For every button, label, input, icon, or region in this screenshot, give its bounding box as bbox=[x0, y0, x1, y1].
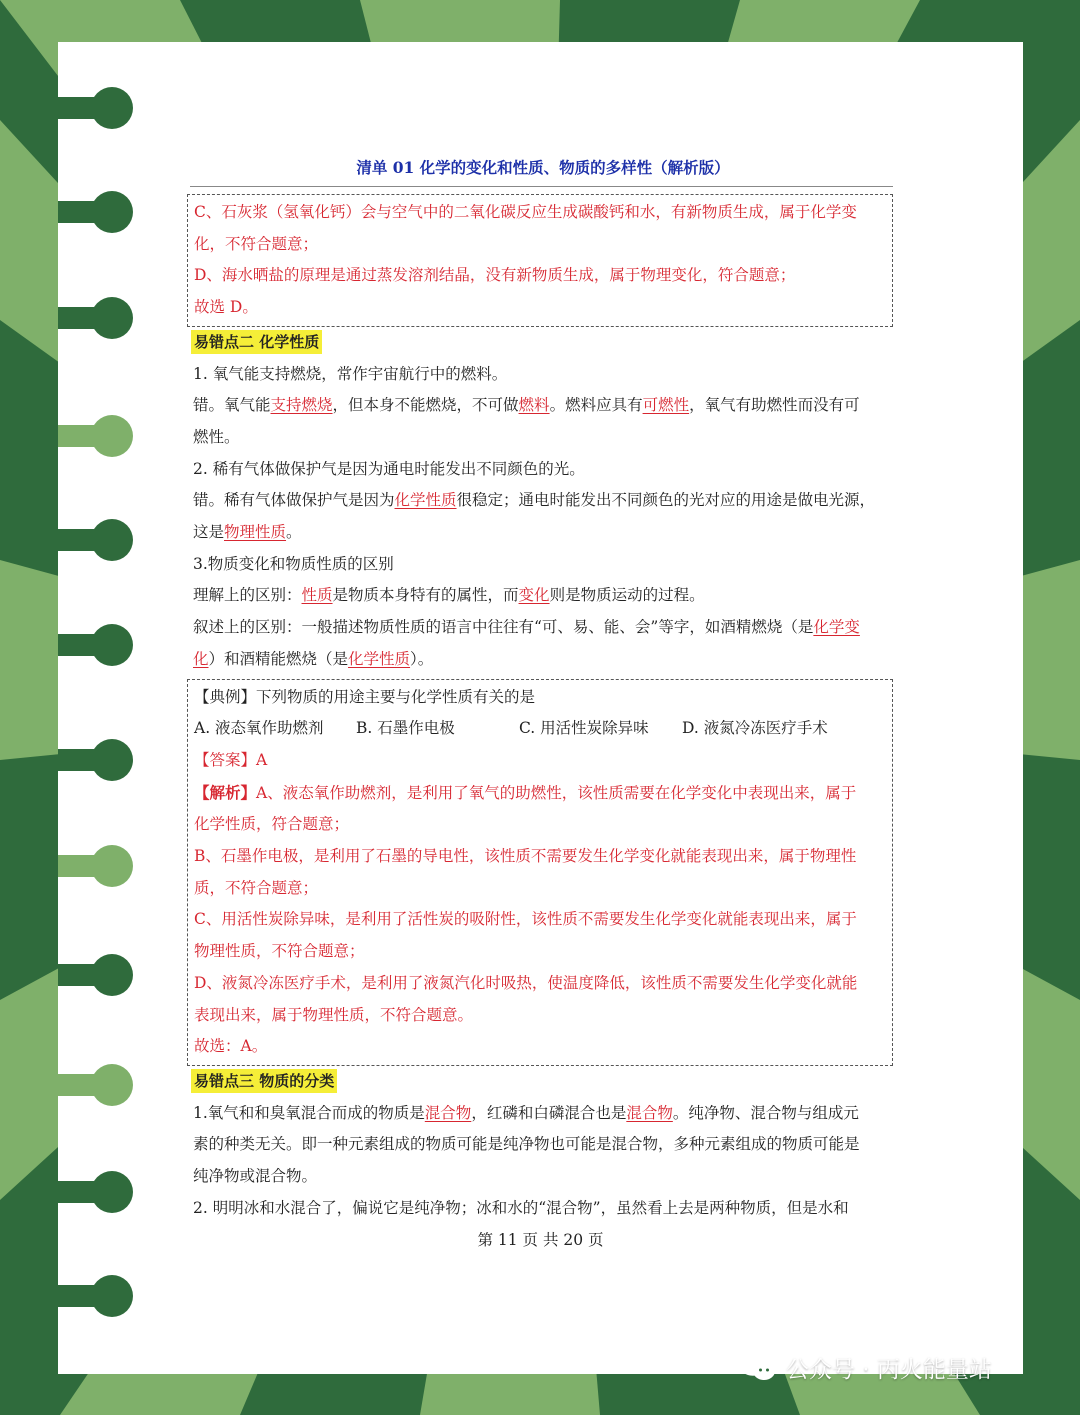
text: 。燃料应具有 bbox=[549, 396, 643, 415]
text: ，红磷和白磷混合也是 bbox=[471, 1103, 627, 1122]
misconception-2: 2. 稀有气体做保护气是因为通电时能发出不同颜色的光。 bbox=[193, 459, 585, 478]
analysis-line: C、用活性炭除异味，是利用了活性炭的吸附性，该性质不需要发生化学变化就能表现出来，属于 bbox=[194, 910, 857, 929]
text: 错。稀有气体做保护气是因为 bbox=[193, 491, 395, 510]
text: 理解上的区别： bbox=[193, 586, 302, 605]
analysis-line: 故选：A。 bbox=[194, 1037, 268, 1056]
explanation-4 bbox=[193, 612, 893, 644]
option-c: C. 用活性炭除异味 bbox=[519, 719, 649, 738]
text: 是物质本身特有的属性，而 bbox=[332, 586, 519, 605]
keyword: 变化 bbox=[518, 586, 550, 605]
analysis-label: 【解析】 bbox=[194, 782, 257, 802]
option-a: A. 液态氧作助燃剂 bbox=[194, 719, 324, 738]
answer-label: 【答案】 bbox=[194, 750, 257, 769]
keyword: 化学变 bbox=[813, 618, 860, 637]
example-stem: 【典例】下列物质的用途主要与化学性质有关的是 bbox=[194, 687, 536, 706]
explanation-1-cont: 燃性。 bbox=[193, 427, 240, 446]
text: 1.氧气和和臭氧混合而成的物质是 bbox=[193, 1103, 425, 1122]
analysis-line: B、石墨作电极，是利用了石墨的导电性，该性质不需要发生化学变化就能表现出来，属于物理性 bbox=[194, 847, 857, 866]
keyword: 化学性质 bbox=[394, 491, 457, 510]
analysis-line: 质，不符合题意； bbox=[194, 878, 319, 897]
misconception-1: 1. 氧气能支持燃烧，常作宇宙航行中的燃料。 bbox=[193, 364, 508, 383]
analysis-line: 化学性质，符合题意； bbox=[194, 815, 350, 834]
text: ）。 bbox=[410, 649, 434, 668]
text: 这是 bbox=[193, 523, 225, 542]
analysis-line: 化，不符合题意； bbox=[194, 234, 319, 253]
keyword: 化 bbox=[193, 649, 209, 668]
analysis-line: D、海水晒盐的原理是通过蒸发溶剂结晶，没有新物质生成，属于物理变化，符合题意； bbox=[194, 266, 796, 285]
document-body bbox=[193, 194, 893, 1225]
example-analysis bbox=[194, 777, 886, 810]
section-heading-chemical-properties: 易错点二 化学性质 bbox=[191, 330, 322, 354]
section-heading-classification: 易错点三 物质的分类 bbox=[191, 1069, 337, 1093]
keyword: 化学性质 bbox=[348, 649, 411, 668]
text: 错。氧气能 bbox=[193, 396, 271, 415]
explanation-2 bbox=[193, 485, 893, 517]
keyword: 性质 bbox=[301, 586, 333, 605]
wechat-watermark bbox=[738, 1348, 992, 1386]
explanation-5-end: 纯净物或混合物。 bbox=[193, 1167, 318, 1186]
explanation-1 bbox=[193, 390, 893, 422]
misconception-6: 2. 明明冰和水混合了，偏说它是纯净物；冰和水的“混合物”，虽然看上去是两种物质，但是水和 bbox=[193, 1198, 849, 1217]
page-number: 第 11 页 共 20 页 bbox=[477, 1231, 604, 1249]
explanation-4-cont bbox=[193, 644, 893, 676]
analysis-line: 表现出来，属于物理性质，不符合题意。 bbox=[194, 1005, 474, 1024]
keyword: 混合物 bbox=[424, 1103, 472, 1122]
example-options bbox=[194, 713, 886, 745]
explanation-5 bbox=[193, 1098, 893, 1130]
example-box bbox=[187, 679, 893, 1066]
page-title: 清单 01 化学的变化和性质、物质的多样性（解析版） bbox=[356, 158, 730, 177]
title-divider bbox=[190, 186, 893, 187]
topic-3: 3.物质变化和物质性质的区别 bbox=[193, 554, 394, 573]
analysis-box-continued bbox=[187, 194, 893, 327]
text: ）和酒精能燃烧（是 bbox=[208, 649, 349, 668]
analysis-line: 故选 D。 bbox=[194, 298, 258, 317]
text: 。纯净物、混合物与组成元 bbox=[672, 1103, 859, 1122]
analysis-line: D、液氮冷冻医疗手术，是利用了液氮汽化时吸热，使温度降低，该性质不需要发生化学变化就能 bbox=[194, 973, 858, 992]
analysis-line: A、液态氧作助燃剂，是利用了氧气的助燃性，该性质需要在化学变化中表现出来，属于 bbox=[256, 783, 857, 802]
text: 则是物质运动的过程。 bbox=[549, 586, 705, 605]
analysis-line: C、石灰浆（氢氧化钙）会与空气中的二氧化碳反应生成碳酸钙和水，有新物质生成，属于化学变 bbox=[194, 203, 857, 221]
text: ，氧气有助燃性而没有可 bbox=[689, 396, 860, 415]
answer-value: A bbox=[256, 750, 268, 769]
wechat-icon bbox=[738, 1351, 778, 1383]
example-answer bbox=[194, 745, 886, 777]
keyword: 混合物 bbox=[626, 1103, 673, 1122]
keyword: 可燃性 bbox=[642, 396, 690, 415]
keyword: 支持燃烧 bbox=[270, 396, 333, 415]
keyword: 物理性质 bbox=[224, 523, 287, 542]
option-b: B. 石墨作电极 bbox=[356, 719, 455, 738]
watermark-text: 公众号 · 丙火能量站 bbox=[786, 1356, 992, 1383]
text: 。 bbox=[286, 523, 302, 542]
option-d: D. 液氮冷冻医疗手术 bbox=[682, 719, 828, 738]
text: ，但本身不能燃烧，不可做 bbox=[332, 396, 519, 415]
explanation-3 bbox=[193, 580, 893, 612]
explanation-5-cont: 素的种类无关。即一种元素组成的物质可能是纯净物也可能是混合物，多种元素组成的物质可能是 bbox=[193, 1135, 860, 1154]
explanation-2-cont bbox=[193, 517, 893, 549]
text: 很稳定；通电时能发出不同颜色的光对应的用途是做电光源， bbox=[456, 491, 876, 510]
analysis-line: 物理性质，不符合题意； bbox=[194, 942, 365, 961]
text: 叙述上的区别：一般描述物质性质的语言中往往有“可、易、能、会”等字，如酒精燃烧（是 bbox=[193, 618, 814, 637]
keyword: 燃料 bbox=[518, 396, 550, 415]
